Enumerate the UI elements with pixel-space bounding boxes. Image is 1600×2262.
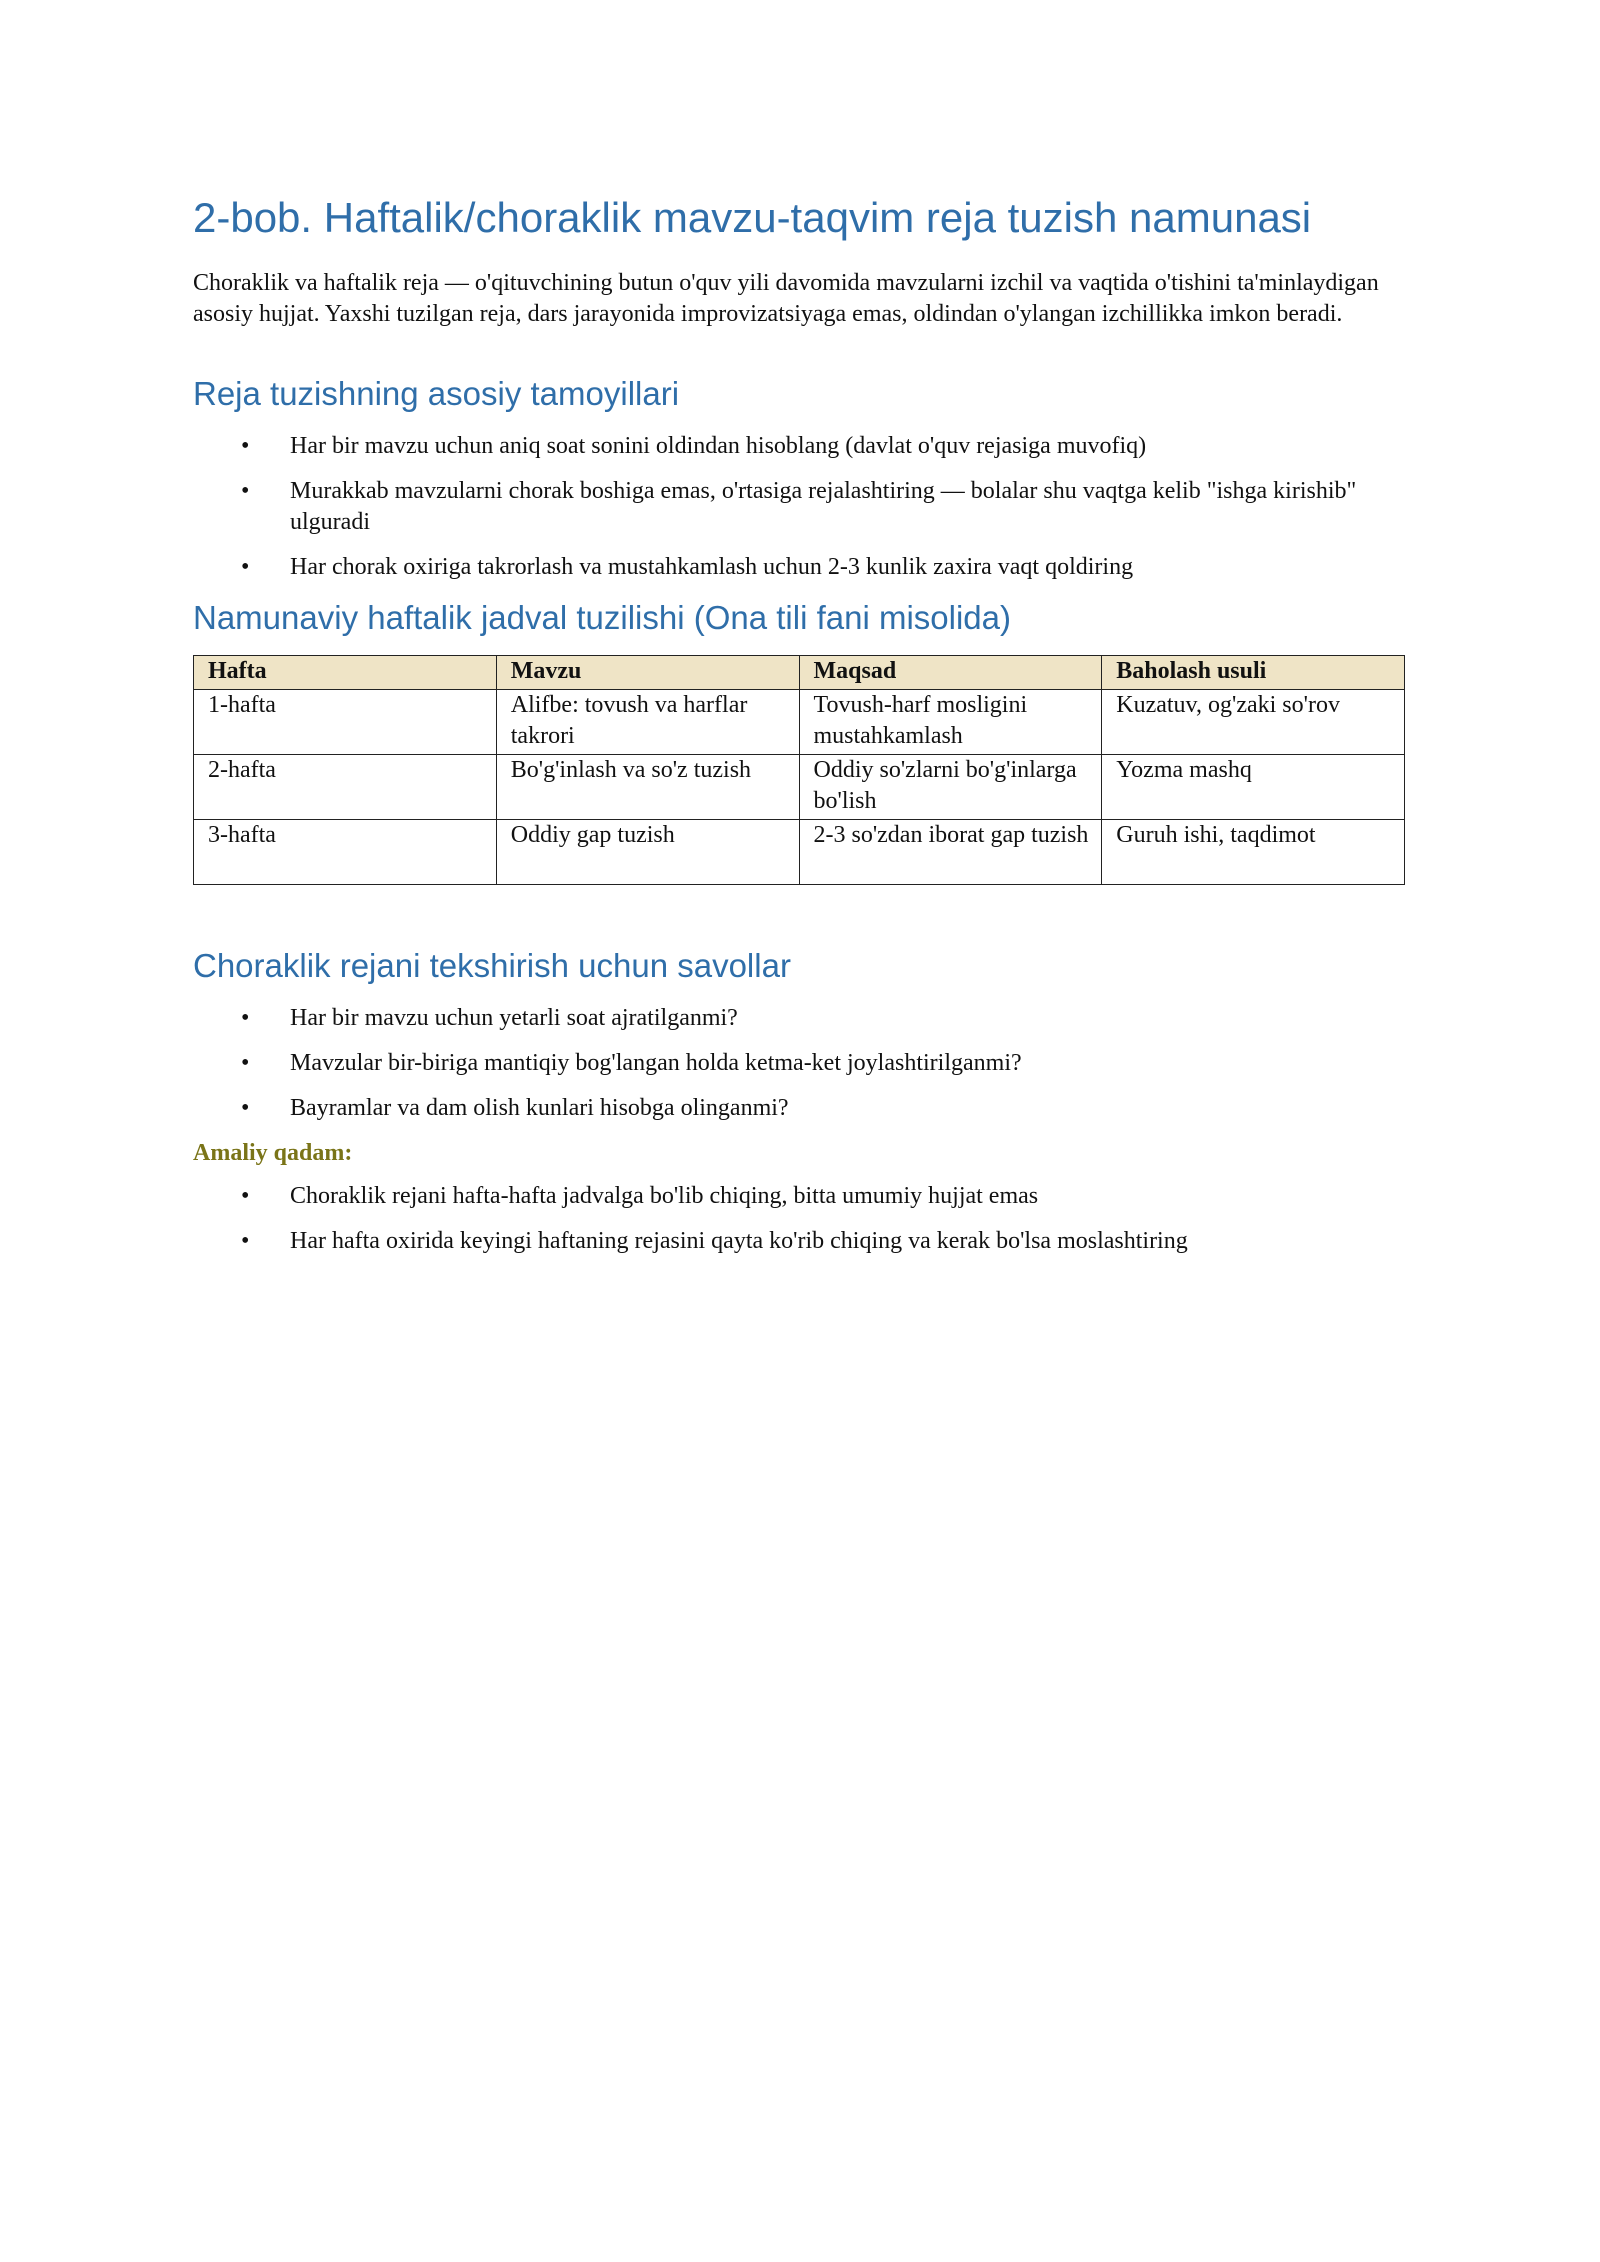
- questions-heading: Choraklik rejani tekshirish uchun savollar: [193, 947, 791, 984]
- bullet-icon: •: [241, 1095, 250, 1121]
- bullet-icon: •: [241, 1050, 250, 1076]
- column-header-baholash: Baholash usuli: [1102, 656, 1405, 690]
- table-row: [194, 820, 1405, 885]
- table-cell: 2-hafta: [194, 755, 497, 820]
- bullet-icon: •: [241, 554, 250, 580]
- principles-heading: Reja tuzishning asosiy tamoyillari: [193, 375, 680, 412]
- table-cell: Tovush-harf mosligini mustahkamlash: [799, 690, 1102, 755]
- list-item-text: Murakkab mavzularni chorak boshiga emas, o'rtasiga rejalashtiring — bolalar shu vaqtga kelib "ishga kirishib" ulguradi: [290, 478, 1357, 535]
- list-item-text: Har bir mavzu uchun aniq soat sonini oldindan hisoblang (davlat o'quv rejasiga muvofiq): [290, 433, 1147, 459]
- bullet-icon: •: [241, 433, 250, 459]
- table-header-row: [194, 656, 1405, 690]
- list-item: [193, 552, 1405, 583]
- questions-list: [193, 1003, 1405, 1124]
- bullet-icon: •: [241, 1228, 250, 1254]
- list-item-text: Har bir mavzu uchun yetarli soat ajratilganmi?: [290, 1005, 738, 1031]
- table-row: [194, 690, 1405, 755]
- table-cell: Kuzatuv, og'zaki so'rov: [1102, 690, 1405, 755]
- chapter-title: 2-bob. Haftalik/choraklik mavzu-taqvim reja tuzish namunasi: [193, 194, 1312, 241]
- list-item: [193, 431, 1405, 462]
- table-cell: 3-hafta: [194, 820, 497, 885]
- bullet-icon: •: [241, 478, 250, 504]
- column-header-maqsad: Maqsad: [799, 656, 1102, 690]
- list-item: [193, 1048, 1405, 1079]
- bullet-icon: •: [241, 1183, 250, 1209]
- list-item: [193, 1181, 1405, 1212]
- column-header-hafta: Hafta: [194, 656, 497, 690]
- table-cell: 1-hafta: [194, 690, 497, 755]
- list-item: [193, 1226, 1405, 1257]
- table-cell: Oddiy gap tuzish: [496, 820, 799, 885]
- list-item: [193, 476, 1405, 538]
- practical-list: [193, 1181, 1405, 1257]
- principles-list: [193, 431, 1405, 583]
- column-header-mavzu: Mavzu: [496, 656, 799, 690]
- practical-step-label: Amaliy qadam:: [193, 1140, 353, 1166]
- document-page: [193, 190, 1405, 1271]
- table-row: [194, 755, 1405, 820]
- table-cell: 2-3 so'zdan iborat gap tuzish: [799, 820, 1102, 885]
- list-item-text: Mavzular bir-biriga mantiqiy bog'langan holda ketma-ket joylashtirilganmi?: [290, 1050, 1022, 1076]
- list-item-text: Har hafta oxirida keyingi haftaning rejasini qayta ko'rib chiqing va kerak bo'lsa moslashtiring: [290, 1228, 1188, 1254]
- weekly-plan-table: [193, 655, 1405, 885]
- table-section-heading: Namunaviy haftalik jadval tuzilishi (Ona tili fani misolida): [193, 599, 1011, 636]
- table-cell: Oddiy so'zlarni bo'g'inlarga bo'lish: [799, 755, 1102, 820]
- table-cell: Alifbe: tovush va harflar takrori: [496, 690, 799, 755]
- list-item-text: Bayramlar va dam olish kunlari hisobga olinganmi?: [290, 1095, 789, 1121]
- list-item: [193, 1093, 1405, 1124]
- table-cell: Guruh ishi, taqdimot: [1102, 820, 1405, 885]
- bullet-icon: •: [241, 1005, 250, 1031]
- list-item-text: Har chorak oxiriga takrorlash va mustahkamlash uchun 2-3 kunlik zaxira vaqt qoldiring: [290, 554, 1134, 580]
- table-cell: Yozma mashq: [1102, 755, 1405, 820]
- intro-paragraph: Choraklik va haftalik reja — o'qituvchining butun o'quv yili davomida mavzularni izchil va vaqtida o'tishini ta'minlaydigan asosiy hujjat. Yaxshi tuzilgan reja, dars jarayonida improvizatsiyaga emas, oldindan o'ylangan izchillikka imkon beradi.: [193, 270, 1379, 327]
- table-cell: Bo'g'inlash va so'z tuzish: [496, 755, 799, 820]
- list-item: [193, 1003, 1405, 1034]
- list-item-text: Choraklik rejani hafta-hafta jadvalga bo'lib chiqing, bitta umumiy hujjat emas: [290, 1183, 1039, 1209]
